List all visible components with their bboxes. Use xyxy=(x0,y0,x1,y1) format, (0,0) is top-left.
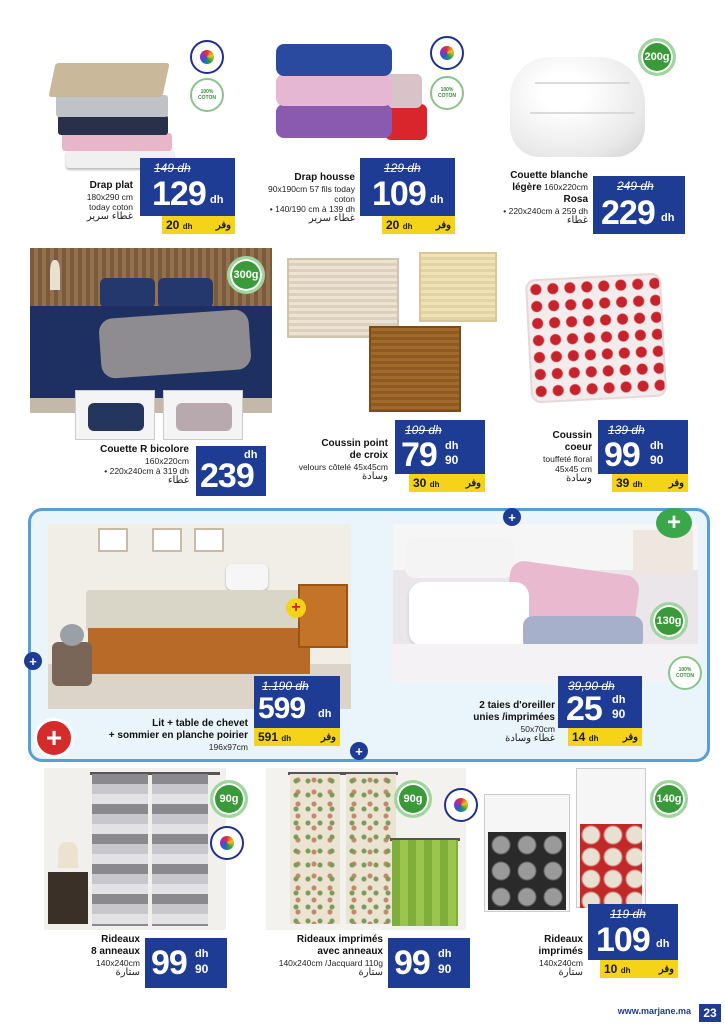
product-detail: 160x220cm xyxy=(544,182,588,192)
currency: dh xyxy=(210,194,224,206)
drap-housse-image xyxy=(270,42,430,152)
add-icon: + xyxy=(286,598,306,618)
arabic-name: وسادة xyxy=(566,473,592,484)
savings-amount: 20 xyxy=(166,218,180,232)
savings-label: وفر xyxy=(215,219,231,231)
savings-bar xyxy=(254,728,340,746)
couette-blanche-description xyxy=(458,170,588,226)
plus-icon: + xyxy=(350,742,368,760)
savings-unit: dh xyxy=(281,734,292,743)
product-name-line: avec anneaux xyxy=(317,946,383,957)
couette-grey-thumbnail xyxy=(163,390,243,440)
currency: dh xyxy=(438,948,452,960)
price-decimals: 90 xyxy=(650,453,664,467)
product-detail: 50x70cm xyxy=(520,724,555,734)
product-detail: 140x240cm xyxy=(96,958,140,968)
price: 599 xyxy=(258,692,306,725)
product-name: Couette blanche xyxy=(510,170,588,181)
product-name-line: imprimés xyxy=(538,946,583,957)
lit-description xyxy=(88,718,248,752)
savings-bar xyxy=(612,474,688,492)
savings-unit: dh xyxy=(182,222,193,231)
arabic-name: غطاء سرير xyxy=(86,211,133,222)
coussin-coeur-price-tag xyxy=(598,420,688,494)
product-name: Rideaux imprimés xyxy=(296,934,383,945)
drap-housse-price-tag xyxy=(360,158,455,236)
couette-bicolore-price-tag xyxy=(196,446,266,496)
coton-badge: 100% COTON xyxy=(668,656,702,690)
taies-description xyxy=(445,700,555,744)
coussin-croix-description xyxy=(278,438,388,482)
product-name: Rideaux xyxy=(101,934,140,945)
currency: dh xyxy=(612,694,626,706)
weight-badge: 140g xyxy=(650,780,688,818)
product-name-line: + sommier en planche poirier xyxy=(108,730,248,741)
product-name: Lit + table de chevet xyxy=(152,718,248,729)
arabic-name: ستارة xyxy=(358,967,383,978)
product-name: 2 taies d'oreiller xyxy=(479,700,555,711)
weight-badge: 90g xyxy=(394,780,432,818)
currency: dh xyxy=(445,440,459,452)
couette-bicolore-description xyxy=(79,444,189,486)
product-detail: 180x290 cm xyxy=(86,192,133,202)
old-price: 109 dh xyxy=(405,423,442,437)
arabic-name: ستارة xyxy=(558,967,583,978)
different-colors-badge xyxy=(210,826,244,860)
rideaux-anneaux-price-tag xyxy=(145,938,227,988)
savings-bar xyxy=(600,960,678,978)
product-name-line: unies /imprimées xyxy=(473,712,555,723)
rideaux-imprimes-anneaux-description xyxy=(253,934,383,978)
coussin-croix-image xyxy=(283,248,503,418)
rideaux-imprimes-image xyxy=(484,768,666,914)
price: 109 xyxy=(372,175,426,213)
weight-badge: 200g xyxy=(638,38,676,76)
different-colors-badge xyxy=(430,36,464,70)
savings-unit: dh xyxy=(588,734,599,743)
savings-label: وفر xyxy=(435,219,451,231)
coussin-croix-price-tag xyxy=(395,420,485,494)
savings-bar xyxy=(162,216,235,234)
price-decimals: 90 xyxy=(438,962,452,976)
savings-label: وفر xyxy=(668,477,684,489)
arabic-name: وسادة xyxy=(362,471,388,482)
currency: dh xyxy=(656,938,670,950)
product-detail: • 140/190 cm à 139 dh xyxy=(269,204,355,214)
product-detail: 140x240cm xyxy=(539,958,583,968)
currency: dh xyxy=(244,449,258,461)
product-detail: 90x190cm 57 fils today xyxy=(268,184,355,194)
price: 25 xyxy=(566,690,602,728)
old-price: 249 dh xyxy=(617,179,654,193)
price: 99 xyxy=(151,944,187,982)
rideaux-imprimes-description xyxy=(503,934,583,978)
product-name-line: 8 anneaux xyxy=(91,946,140,957)
product-name-line: coeur xyxy=(564,442,592,453)
taies-price-tag xyxy=(558,676,642,748)
savings-amount: 10 xyxy=(604,962,618,976)
arabic-name: غطاء سرير xyxy=(308,213,355,224)
old-price: 129 dh xyxy=(384,161,421,175)
old-price: 149 dh xyxy=(154,161,191,175)
weight-badge: 90g xyxy=(210,780,248,818)
price: 99 xyxy=(604,436,640,474)
coussin-coeur-image xyxy=(520,270,670,410)
couette-blanche-price-tag xyxy=(593,176,685,234)
price: 239 xyxy=(200,457,254,495)
savings-label: وفر xyxy=(320,731,336,743)
savings-unit: dh xyxy=(620,966,631,975)
old-price: 119 dh xyxy=(610,907,646,921)
savings-label: وفر xyxy=(465,477,481,489)
rideaux-imprimes-anneaux-price-tag xyxy=(388,938,470,988)
weight-badge: 300g xyxy=(227,256,265,294)
rideaux-imprimes-anneaux-image xyxy=(266,768,466,930)
price: 99 xyxy=(394,944,430,982)
savings-amount: 20 xyxy=(386,218,400,232)
savings-unit: dh xyxy=(402,222,413,231)
savings-label: وفر xyxy=(658,963,674,975)
coussin-coeur-description xyxy=(512,430,592,484)
product-detail: • 220x240cm à 259 dh xyxy=(503,206,588,216)
savings-label: وفر xyxy=(622,731,638,743)
coton-badge: 100% COTON xyxy=(190,78,224,112)
rideaux-anneaux-description xyxy=(70,934,140,978)
product-name: Drap plat xyxy=(89,180,133,191)
product-name: Drap housse xyxy=(294,172,355,183)
price: 229 xyxy=(601,194,655,232)
price-decimals: 90 xyxy=(195,962,209,976)
product-detail: touffeté floral xyxy=(543,454,592,464)
product-name: Coussin point xyxy=(321,438,388,449)
price-decimals: 90 xyxy=(612,707,626,721)
lit-price-tag xyxy=(254,676,340,748)
product-name-line: légère xyxy=(512,182,542,193)
rideaux-anneaux-image xyxy=(44,768,226,930)
currency: dh xyxy=(650,440,664,452)
arabic-name: غطاء xyxy=(167,475,189,486)
plus-icon: + xyxy=(24,652,42,670)
product-detail: 160x220cm xyxy=(145,456,189,466)
price: 109 xyxy=(596,921,650,959)
savings-unit: dh xyxy=(429,480,440,489)
savings-bar xyxy=(568,728,642,746)
product-name-line: de croix xyxy=(349,450,388,461)
weight-badge: 130g xyxy=(650,602,688,640)
product-detail: • 220x240cm à 319 dh xyxy=(104,466,189,476)
old-price: 1.190 dh xyxy=(262,679,309,693)
product-detail: Rosa xyxy=(563,194,588,205)
different-colors-badge xyxy=(444,788,478,822)
currency: dh xyxy=(661,212,675,224)
product-detail: coton xyxy=(334,194,355,204)
product-name: Rideaux xyxy=(544,934,583,945)
product-detail: velours côtelé 45x45cm xyxy=(298,462,388,472)
price: 79 xyxy=(401,436,437,474)
product-detail: 196x97cm xyxy=(208,742,248,752)
rideaux-imprimes-price-tag xyxy=(588,904,678,980)
currency: dh xyxy=(195,948,209,960)
drap-housse-description xyxy=(245,172,355,224)
savings-bar xyxy=(409,474,485,492)
price-decimals: 90 xyxy=(445,453,459,467)
different-colors-badge xyxy=(190,40,224,74)
couette-blanche-image xyxy=(505,42,655,162)
savings-amount: 30 xyxy=(413,476,427,490)
drap-plat-image xyxy=(48,55,183,175)
drap-plat-price-tag xyxy=(140,158,235,236)
currency: dh xyxy=(318,708,332,720)
price: 129 xyxy=(152,175,206,213)
arabic-name: غطاء xyxy=(566,215,588,226)
couette-navy-thumbnail xyxy=(75,390,155,440)
plus-icon-red: + xyxy=(34,718,74,758)
arabic-name: ستارة xyxy=(115,967,140,978)
old-price: 139 dh xyxy=(608,423,645,437)
coton-badge: 100% COTON xyxy=(430,76,464,110)
product-detail: 45x45 cm xyxy=(555,464,592,474)
currency: dh xyxy=(430,194,444,206)
product-detail: 140x240cm /Jacquard 110g xyxy=(278,958,383,968)
taies-image xyxy=(393,524,698,682)
arabic-name: غطاء وسادة xyxy=(505,733,555,744)
product-name: Coussin xyxy=(552,430,592,441)
plus-icon-green: + xyxy=(656,508,692,538)
old-price: 39,90 dh xyxy=(568,679,615,693)
drap-plat-description xyxy=(33,180,133,222)
plus-icon: + xyxy=(503,508,521,526)
website-url[interactable]: www.marjane.ma xyxy=(617,1006,691,1016)
savings-amount: 39 xyxy=(616,476,630,490)
savings-bar xyxy=(382,216,455,234)
savings-amount: 14 xyxy=(572,730,586,744)
savings-unit: dh xyxy=(632,480,643,489)
product-detail: today coton xyxy=(89,202,133,212)
product-name: Couette R bicolore xyxy=(100,444,189,455)
page-number: 23 xyxy=(699,1004,721,1022)
savings-amount: 591 xyxy=(258,730,279,744)
